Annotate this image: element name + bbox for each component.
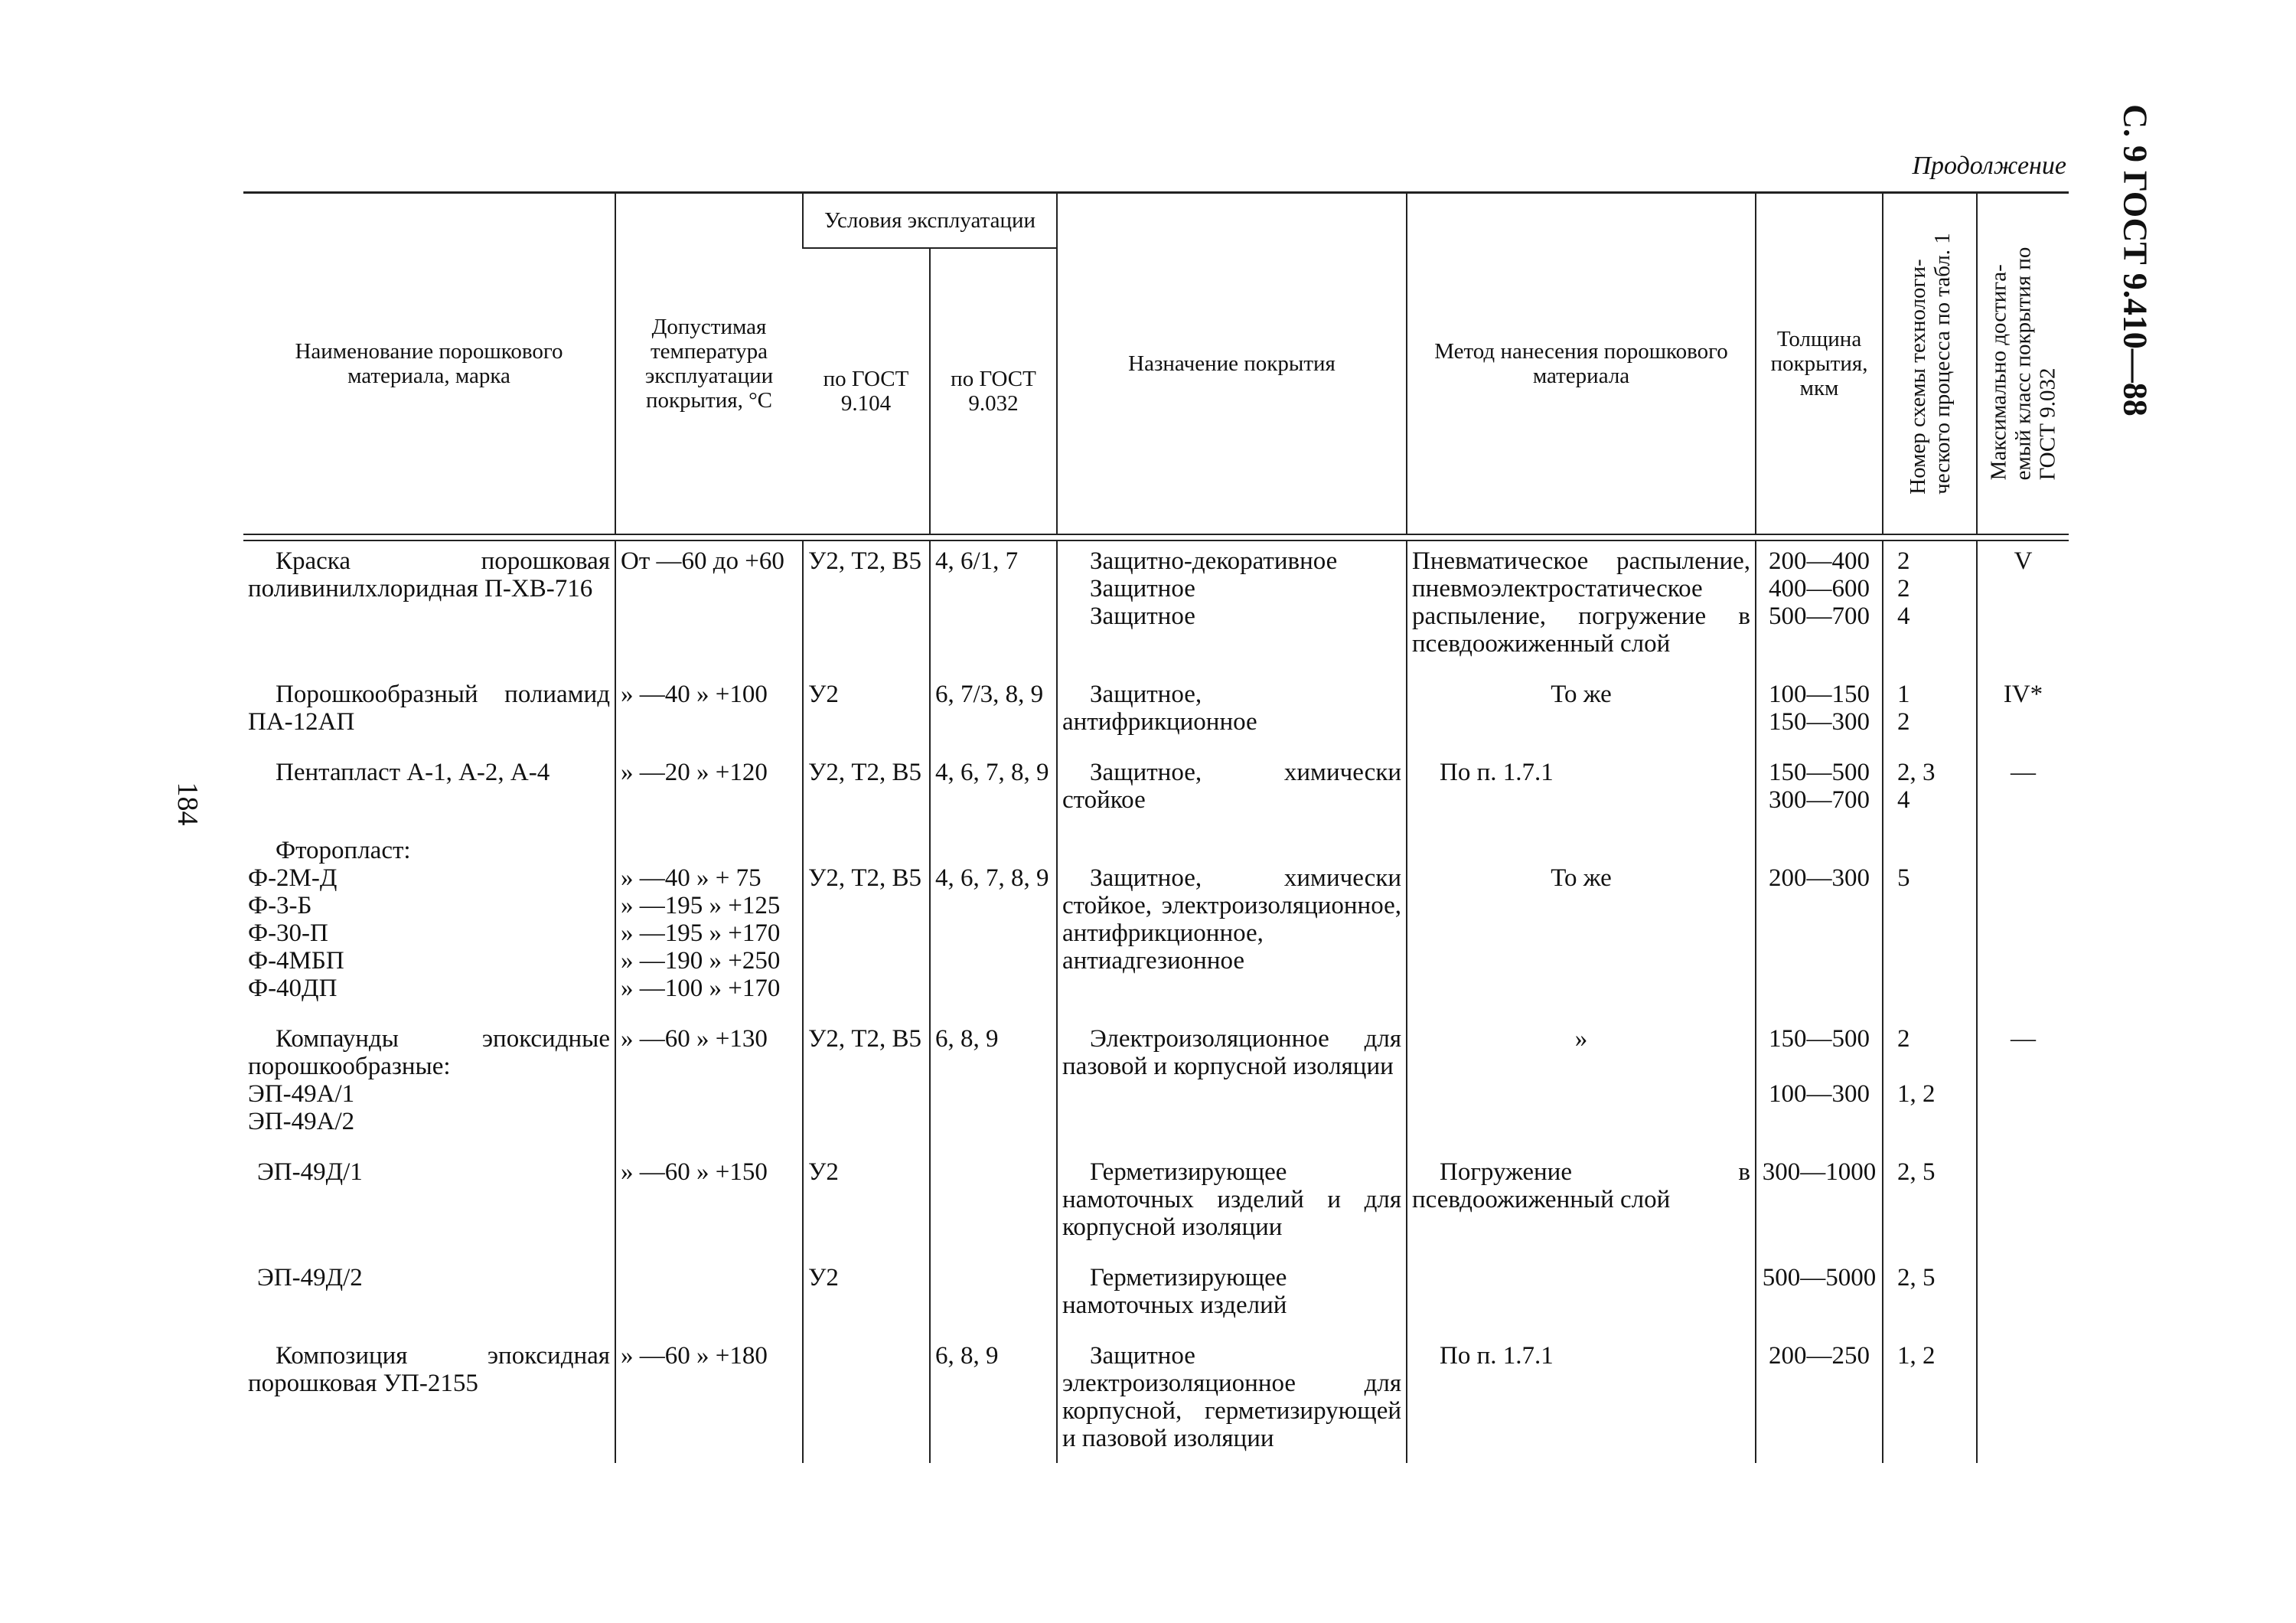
scheme-value: 2 <box>1897 547 1910 575</box>
page-number: 184 <box>171 782 204 826</box>
thickness-value: 150—300 <box>1769 708 1870 736</box>
thickness-value: 400—600 <box>1769 575 1870 603</box>
material-grade: Ф-2М-Д <box>248 864 338 892</box>
gost-9104-value: У2, Т2, В5 <box>808 864 922 892</box>
cell-temperature: » —20 » +120 <box>615 753 803 831</box>
cell-temperature <box>615 831 803 1019</box>
material-grade: Ф-4МБП <box>248 947 344 975</box>
cell-temperature: » —60 » +150 <box>615 1152 803 1258</box>
cell-class <box>1977 1152 2069 1258</box>
cell-class: IV* <box>1977 674 2069 753</box>
cell-name: Краска порошковая поливинилхлоридная П-ХВ-716 <box>248 547 610 603</box>
cell-gost-9032: 4, 6, 7, 8, 9 <box>930 753 1057 831</box>
cell-thickness <box>1756 1019 1883 1152</box>
temperature-value: » —195 » +125 <box>621 892 781 919</box>
scheme-value: 4 <box>1897 786 1910 814</box>
cell-thickness <box>1756 674 1883 753</box>
header-class-line: Максимально достига- <box>1986 264 2011 481</box>
document-side-header: С. 9 ГОСТ 9.410—88 <box>2116 104 2154 416</box>
table-row <box>243 1152 2069 1258</box>
cell-class <box>1977 831 2069 1019</box>
header-gost-9104: по ГОСТ 9.104 <box>803 248 930 534</box>
cell-purpose: Электроизоляционное для пазовой и корпусной изоляции <box>1057 1019 1407 1152</box>
cell-scheme <box>1883 1336 1977 1463</box>
cell-scheme <box>1883 1019 1977 1152</box>
cell-gost-9104: У2, Т2, В5 <box>803 753 930 831</box>
table-row <box>243 1019 2069 1152</box>
cell-thickness: 500—5000 <box>1756 1258 1883 1336</box>
cell-temperature: » —60 » +130 <box>615 1019 803 1152</box>
temperature-value: » —190 » +250 <box>621 947 781 975</box>
cell-gost-9104: У2 <box>803 1258 930 1336</box>
cell-class <box>1977 1336 2069 1463</box>
header-scheme-line: Номер схемы технологи- <box>1905 259 1930 495</box>
cell-gost-9104: У2 <box>803 1152 930 1258</box>
cell-temperature: » —60 » +180 <box>615 1336 803 1463</box>
cell-purpose: Защитное электроизоляционное для корпусной, герметизирующей и пазовой изоляции <box>1057 1336 1407 1463</box>
cell-method: Пневматическое распыление, пневмоэлектростатическое распыление, погружение в псевдоожиженный слой <box>1407 540 1756 674</box>
table-row <box>243 540 2069 674</box>
scheme-value: 5 <box>1897 864 1910 892</box>
cell-class: — <box>1977 753 2069 831</box>
cell-gost-9104: У2 <box>803 674 930 753</box>
material-grade: ЭП-49А/2 <box>248 1108 355 1135</box>
table-row <box>243 1336 2069 1463</box>
cell-class: — <box>1977 1019 2069 1152</box>
header-method: Метод нанесения порошкового материала <box>1407 193 1756 535</box>
cell-method <box>1407 1258 1756 1336</box>
scheme-value: 1, 2 <box>1897 1080 1936 1108</box>
cell-scheme <box>1883 540 1977 674</box>
scheme-value: 2 <box>1897 708 1910 736</box>
cell-method <box>1407 831 1756 1019</box>
cell-gost-9032: 6, 8, 9 <box>930 1019 1057 1152</box>
cell-method: » <box>1407 1019 1756 1152</box>
cell-purpose: Герметизирующее намоточных изделий <box>1057 1258 1407 1336</box>
cell-thickness <box>1756 831 1883 1019</box>
header-purpose: Назначение покрытия <box>1057 193 1407 535</box>
cell-purpose <box>1057 831 1407 1019</box>
table-row <box>243 1258 2069 1336</box>
cell-class <box>1977 1258 2069 1336</box>
cell-scheme <box>1883 1152 1977 1258</box>
material-grade: Ф-40ДП <box>248 975 338 1002</box>
table-row <box>243 753 2069 831</box>
cell-gost-9104: У2, Т2, В5 <box>803 1019 930 1152</box>
table-body <box>243 534 2069 1463</box>
cell-name: Порошкообразный полиамид ПА-12АП <box>248 681 610 736</box>
cell-temperature: От —60 до +60 <box>615 540 803 674</box>
thickness-value: 500—700 <box>1769 603 1870 630</box>
cell-gost-9032 <box>930 1258 1057 1336</box>
material-grade: ЭП-49Д/1 <box>257 1158 363 1186</box>
scheme-value: 2 <box>1897 1025 1910 1053</box>
table-header <box>243 193 2069 535</box>
header-name: Наименование порошкового материала, марка <box>243 193 615 535</box>
purpose-text: Защитное, химически стойкое, электроизоляционное, антифрикционное, антиадгезионное <box>1062 864 1402 975</box>
material-grade: ЭП-49Д/2 <box>257 1264 363 1292</box>
cell-name <box>243 1152 615 1258</box>
header-class-line: емый класс покрытия по <box>2011 247 2036 481</box>
material-grade: Ф-3-Б <box>248 892 312 919</box>
cell-method: То же <box>1407 674 1756 753</box>
group-title: Фторопласт: <box>276 837 411 864</box>
header-conditions: Условия эксплуатации <box>803 193 1057 249</box>
cell-gost-9104 <box>803 831 930 1019</box>
table-row <box>243 674 2069 753</box>
cell-temperature <box>615 1258 803 1336</box>
scheme-value: 4 <box>1897 603 1910 630</box>
scheme-value: 1, 2 <box>1897 1342 1936 1370</box>
scheme-value: 2, 3 <box>1897 759 1936 786</box>
header-thickness: Толщина покрытия, мкм <box>1756 193 1883 535</box>
table-row <box>243 831 2069 1019</box>
cell-purpose: Защитное, химически стойкое <box>1057 753 1407 831</box>
cell-gost-9104 <box>803 1336 930 1463</box>
cell-thickness: 300—1000 <box>1756 1152 1883 1258</box>
group-title: Компаунды эпоксидные порошкообразные: <box>248 1025 610 1080</box>
scheme-value: 2 <box>1897 575 1910 603</box>
cell-name: Композиция эпоксидная порошковая УП-2155 <box>248 1342 610 1397</box>
cell-name <box>243 1258 615 1336</box>
scheme-value: 1 <box>1897 681 1910 708</box>
header-gost-9032: по ГОСТ 9.032 <box>930 248 1057 534</box>
purpose-line: Защитное <box>1090 603 1195 630</box>
cell-method: По п. 1.7.1 <box>1407 1336 1756 1463</box>
cell-gost-9032: 4, 6/1, 7 <box>930 540 1057 674</box>
cell-scheme <box>1883 674 1977 753</box>
cell-scheme <box>1883 753 1977 831</box>
cell-gost-9032: 6, 7/3, 8, 9 <box>930 674 1057 753</box>
cell-class: V <box>1977 540 2069 674</box>
cell-method: По п. 1.7.1 <box>1407 753 1756 831</box>
thickness-value: 100—150 <box>1769 681 1870 708</box>
header-temperature: Допустимая температура эксплуатации покрытия, °С <box>615 193 803 535</box>
cell-thickness: 200—250 <box>1756 1336 1883 1463</box>
cell-gost-9032 <box>930 831 1057 1019</box>
cell-gost-9032 <box>930 1152 1057 1258</box>
header-class-line: ГОСТ 9.032 <box>2035 367 2060 481</box>
cell-name <box>243 831 615 1019</box>
header-scheme-line: ческого процесса по табл. 1 <box>1929 233 1955 495</box>
material-grade: Ф-30-П <box>248 919 328 947</box>
cell-gost-9032: 6, 8, 9 <box>930 1336 1057 1463</box>
cell-scheme <box>1883 1258 1977 1336</box>
temperature-value: » —40 » + 75 <box>621 864 762 892</box>
cell-name: Пентапласт А-1, А-2, А-4 <box>276 759 550 786</box>
purpose-line: Защитное <box>1090 575 1195 603</box>
header-max-class <box>1977 193 2069 535</box>
thickness-value: 150—500 <box>1769 759 1870 786</box>
method-text: То же <box>1551 864 1612 892</box>
purpose-line: Защитно-декоративное <box>1090 547 1338 575</box>
cell-purpose: Защитное, антифрикционное <box>1057 674 1407 753</box>
thickness-value: 200—300 <box>1769 864 1870 892</box>
temperature-value: » —195 » +170 <box>621 919 781 947</box>
cell-name <box>243 1019 615 1152</box>
temperature-value: » —100 » +170 <box>621 975 781 1002</box>
cell-gost-9104: У2, Т2, В5 <box>803 540 930 674</box>
header-scheme-number <box>1883 193 1977 535</box>
thickness-value: 100—300 <box>1769 1080 1870 1108</box>
cell-scheme <box>1883 831 1977 1019</box>
thickness-value: 150—500 <box>1769 1025 1870 1053</box>
scheme-value: 2, 5 <box>1897 1158 1936 1186</box>
scheme-value: 2, 5 <box>1897 1264 1936 1292</box>
gost-9032-value: 4, 6, 7, 8, 9 <box>935 864 1049 892</box>
continuation-label: Продолжение <box>1912 152 2066 180</box>
cell-purpose: Герметизирующее намоточных изделий и для корпусной изоляции <box>1057 1152 1407 1258</box>
thickness-value: 300—700 <box>1769 786 1870 814</box>
cell-method: Погружение в псевдоожиженный слой <box>1407 1152 1756 1258</box>
cell-purpose <box>1057 540 1407 674</box>
cell-temperature: » —40 » +100 <box>615 674 803 753</box>
material-grade: ЭП-49А/1 <box>248 1080 355 1108</box>
cell-thickness <box>1756 753 1883 831</box>
powder-materials-table <box>243 191 2069 1463</box>
cell-thickness <box>1756 540 1883 674</box>
thickness-value: 200—400 <box>1769 547 1870 575</box>
header-double-rule <box>243 534 2069 540</box>
